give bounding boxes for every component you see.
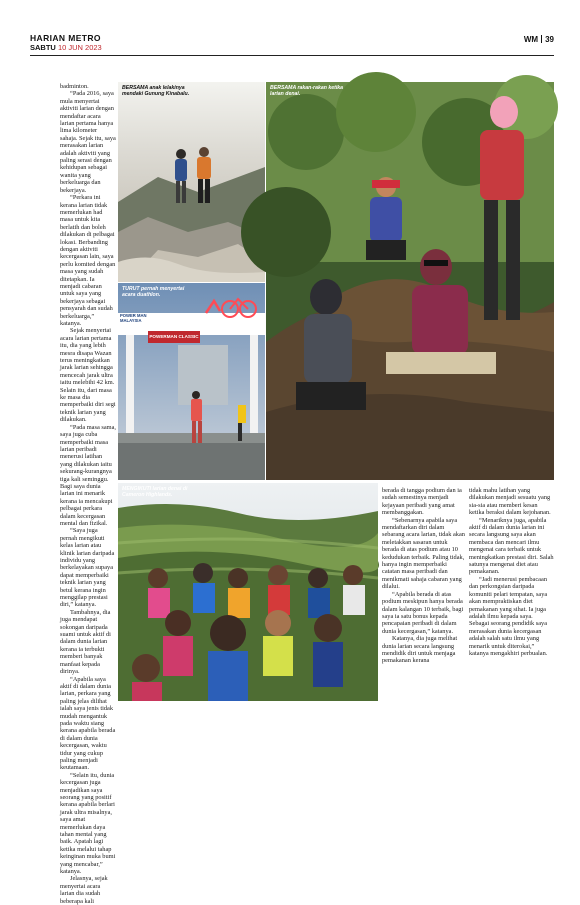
article-column-2 xyxy=(382,487,465,665)
event-banner-subtitle: POWERMAN CLASSIC xyxy=(149,334,199,339)
event-banner-title: POWER MAN MALAYSIA xyxy=(120,313,147,323)
photo-kinabalu xyxy=(118,82,265,282)
paragraph: “Perkara ini kerana larian tidak memerlukan had masa untuk kita berlatih dan boleh dilakukan di pelbagai lokasi. Berbanding dengan aktiviti kecergasan lain, saya perlu komited dengan masa yang sudah ditetapkan. Ia menjadi cabaran untuk saya yang bekerjaya sebagai pensyarah dan sudah berkeluarga,” katanya. xyxy=(60,194,116,327)
caption-friends: BERSAMA rakan-rakan ketika larian denai. xyxy=(270,85,344,97)
page-header xyxy=(30,33,554,55)
caption-duathlon: TURUT pernah menyertai acara duathlon. xyxy=(122,286,185,298)
paragraph: Sejak menyertai acara larian pertama itu, dia yang lebih mesra disapa Wazan terus meningkatkan jarak larian sehingga mencecah jarak ultra iaitu melebihi 42 km. Selain itu, dari masa ke masa dia memperbaiki diri segi teknik larian yang dilakukan. xyxy=(60,327,116,424)
header-rule xyxy=(30,55,554,56)
paragraph: “Apabila berada di atas podium meskipun hanya berada dalam kalangan 10 terbaik, bagi saya ia satu bonus kepada pencapaian peribadi di dalam dunia kecergasan,” katanya. xyxy=(382,590,464,635)
paragraph: “Selain itu, dunia kecergasan juga menjadikan saya seorang yang positif kerana apabila berlari jarak ultra misalnya, saya amat memerlukan daya tahan mental yang baik. Apatah lagi ketika melalui tahap keinginan muka bumi yang mencabar,” katanya. xyxy=(60,771,116,876)
paragraph: badminton. xyxy=(60,83,89,90)
paragraph: Jelasnya, sejak menyertai acara larian dia sudah beberapa kali xyxy=(60,875,108,905)
paragraph: “Pada 2016, saya mula menyertai aktiviti larian dengan mendaftar acara larian pertama hanya lima kilometer sahaja. Sejak itu, saya merasakan larian adalah aktiviti yang paling serasi dengan kehidupan sebagai wanita yang berkeluarga dan bekerjaya. xyxy=(60,90,116,194)
newspaper-brand: HARIAN METRO xyxy=(30,33,101,43)
photo-duathlon xyxy=(118,283,265,480)
paragraph: berada di tangga podium dan ia sudah semestinya menjadi kejayaan peribadi yang amat membanggakan. xyxy=(382,487,462,517)
photo-friends-image xyxy=(266,82,554,480)
issue-date xyxy=(30,43,102,52)
photo-cameron-image xyxy=(118,483,378,701)
article-column-1 xyxy=(60,83,116,905)
page-number-value: 39 xyxy=(545,35,554,44)
issue-day: SABTU xyxy=(30,43,56,52)
caption-kinabalu: BERSAMA anak lelakinya mendaki Gunung Kinabalu. xyxy=(122,85,190,97)
section-code: WM xyxy=(523,35,539,44)
paragraph: “Saya juga pernah mengikuti kelas larian atau klinik larian daripada individu yang berkelayakan supaya dapat memperbaiki teknik larian yang betul kerana ingin menggilap prestasi diri,” katanya. xyxy=(60,527,115,609)
page-divider xyxy=(541,35,542,43)
photo-cameron xyxy=(118,483,378,701)
caption-cameron: MENGIKUTI larian denai di Cameron Highlands. xyxy=(122,486,188,498)
paragraph: “Sebenarnya apabila saya mendaftarkan diri dalam sebarang acara larian, tidak akan meletakkan sasaran untuk berada di atas podium atau 10 kedudukan terbaik. Paling tidak, hanya ingin memperbaiki catatan masa peribadi dan menikmati sahaja cabaran yang dilalui. xyxy=(382,516,465,591)
paragraph: “Jadi menerusi pembacaan dan perkongsian daripada komuniti pelari tempatan, saya akan mempraktiskan diet pemakanan yang sihat. Ia juga adalah ilmu kepada saya. Sebagai seorang pendidik saya merasakan dunia kecergasan adalah salah satu ilmu yang menarik untuk diterokai,” katanya mengakhiri perbualan. xyxy=(469,575,548,657)
article-column-3 xyxy=(469,487,554,657)
issue-date-value: 10 JUN 2023 xyxy=(57,43,102,52)
photo-friends xyxy=(266,82,554,480)
paragraph: Tambahnya, dia juga mendapat sokongan daripada suami untuk aktif di dalam dunia larian kerana ia terbukti memberi banyak manfaat kepada dirinya. xyxy=(60,608,111,676)
photo-kinabalu-image xyxy=(118,82,265,282)
page-number xyxy=(524,35,554,44)
paragraph: Katanya, dia juga melihat dunia larian secara langsung mendidik diri untuk menjaga pemakanan kerana xyxy=(382,635,458,665)
paragraph: “Apabila saya aktif di dalam dunia larian, perkara yang paling jelas dilihat ialah saya jenis tidak mudah mengantuk pada waktu siang kerana apabila berada di dalam dunia kecergasan, waktu tidur yang cukup paling menjadi keutamaan. xyxy=(60,675,116,772)
paragraph: “Pada masa sama, saya juga cuba memperbaiki masa larian peribadi menerusi latihan yang dilakukan iaitu sekurang-kurangnya tiga kali seminggu. Bagi saya dunia larian ini menarik kerana ia mencakupi pelbagai perkara dalam kecergasan mental dan fizikal. xyxy=(60,423,116,527)
paragraph: “Menariknya juga, apabila aktif di dalam dunia larian ini secara langsung saya akan membaca dan mencari ilmu mengenai cara terbaik untuk meningkatkan prestasi diri. Salah satunya mengenai diet atau pemakanan. xyxy=(469,516,554,576)
paragraph: tidak mahu latihan yang dilakukan menjadi sesuatu yang sia-sia atau memberi kesan ketika beraksi dalam kejohanan. xyxy=(469,487,551,517)
